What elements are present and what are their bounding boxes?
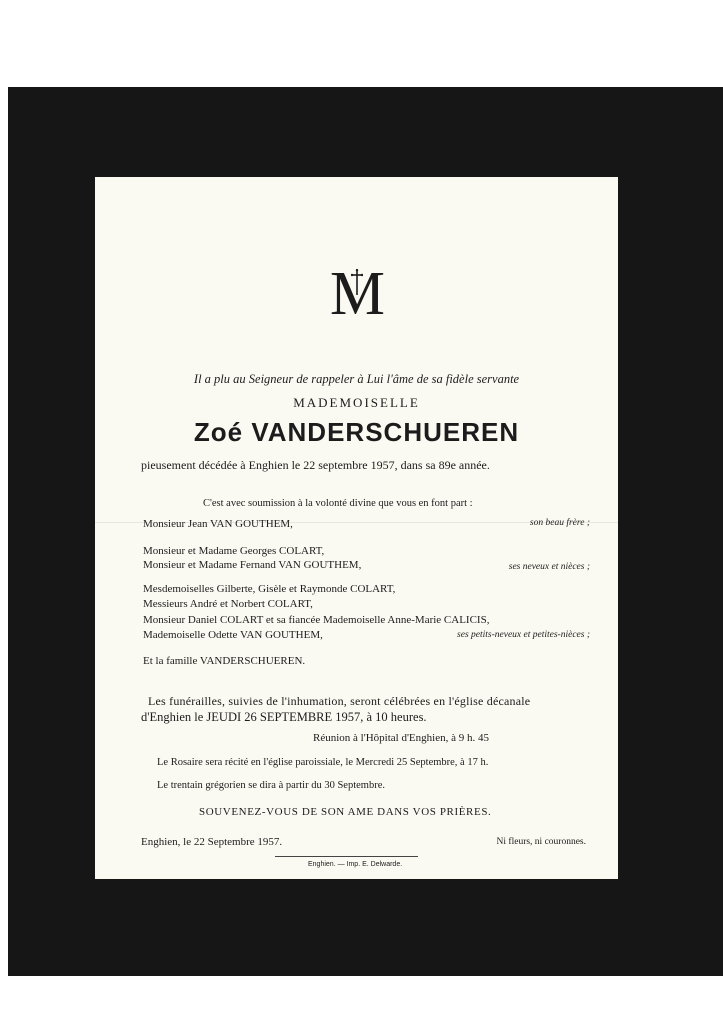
place-date: Enghien, le 22 Septembre 1957. [141,836,283,848]
funeral-line-2: d'Enghien le JEUDI 26 SEPTEMBRE 1957, à 10 heures. [141,710,427,724]
obituary-card [95,177,618,879]
printer-line: Enghien. — Imp. E. Delwarde. [308,861,403,868]
deceased-name: Zoé VANDERSCHUEREN [193,417,520,447]
printer-rule [275,856,418,857]
family-names: Monsieur et Madame Georges COLART, [143,545,325,557]
family-names: Monsieur et Madame Fernand VAN GOUTHEM, [143,559,362,571]
trentain-line: Le trentain grégorien se dira à partir du 30 Septembre. [157,780,385,791]
honorific: MADEMOISELLE [293,395,420,410]
prayer-line: SOUVENEZ-VOUS DE SON AME DANS VOS PRIÈRES. [199,806,492,818]
no-flowers: Ni fleurs, ni couronnes. [496,837,586,847]
family-names: Monsieur Daniel COLART et sa fiancée Mademoiselle Anne-Marie CALICIS, [143,614,490,626]
marian-monogram [95,259,618,330]
meeting-line: Réunion à l'Hôpital d'Enghien, à 9 h. 45 [313,732,489,744]
family-relation: son beau frère ; [529,518,590,528]
family-names: Mademoiselle Odette VAN GOUTHEM, [143,629,323,641]
family-names: Et la famille VANDERSCHUEREN. [143,655,306,667]
funeral-line-1: Les funérailles, suivies de l'inhumation, seront célébrées en l'église décanale [148,694,531,708]
family-names: Mesdemoiselles Gilberte, Gisèle et Raymonde COLART, [143,583,396,595]
family-relation: ses neveux et nièces ; [508,562,590,572]
rosary-line: Le Rosaire sera récité en l'église paroissiale, le Mercredi 25 Septembre, à 17 h. [157,757,489,768]
intro-line: Il a plu au Seigneur de rappeler à Lui l'âme de sa fidèle servante [193,372,520,386]
monogram-letter: M [329,260,384,328]
family-relation: ses petits-neveux et petites-nièces ; [457,630,590,640]
family-names: Monsieur Jean VAN GOUTHEM, [143,518,293,530]
death-line: pieusement décédée à Enghien le 22 septembre 1957, dans sa 89e année. [141,458,490,472]
family-names: Messieurs André et Norbert COLART, [143,598,313,610]
notice-line: C'est avec soumission à la volonté divine que vous en font part : [203,498,473,509]
